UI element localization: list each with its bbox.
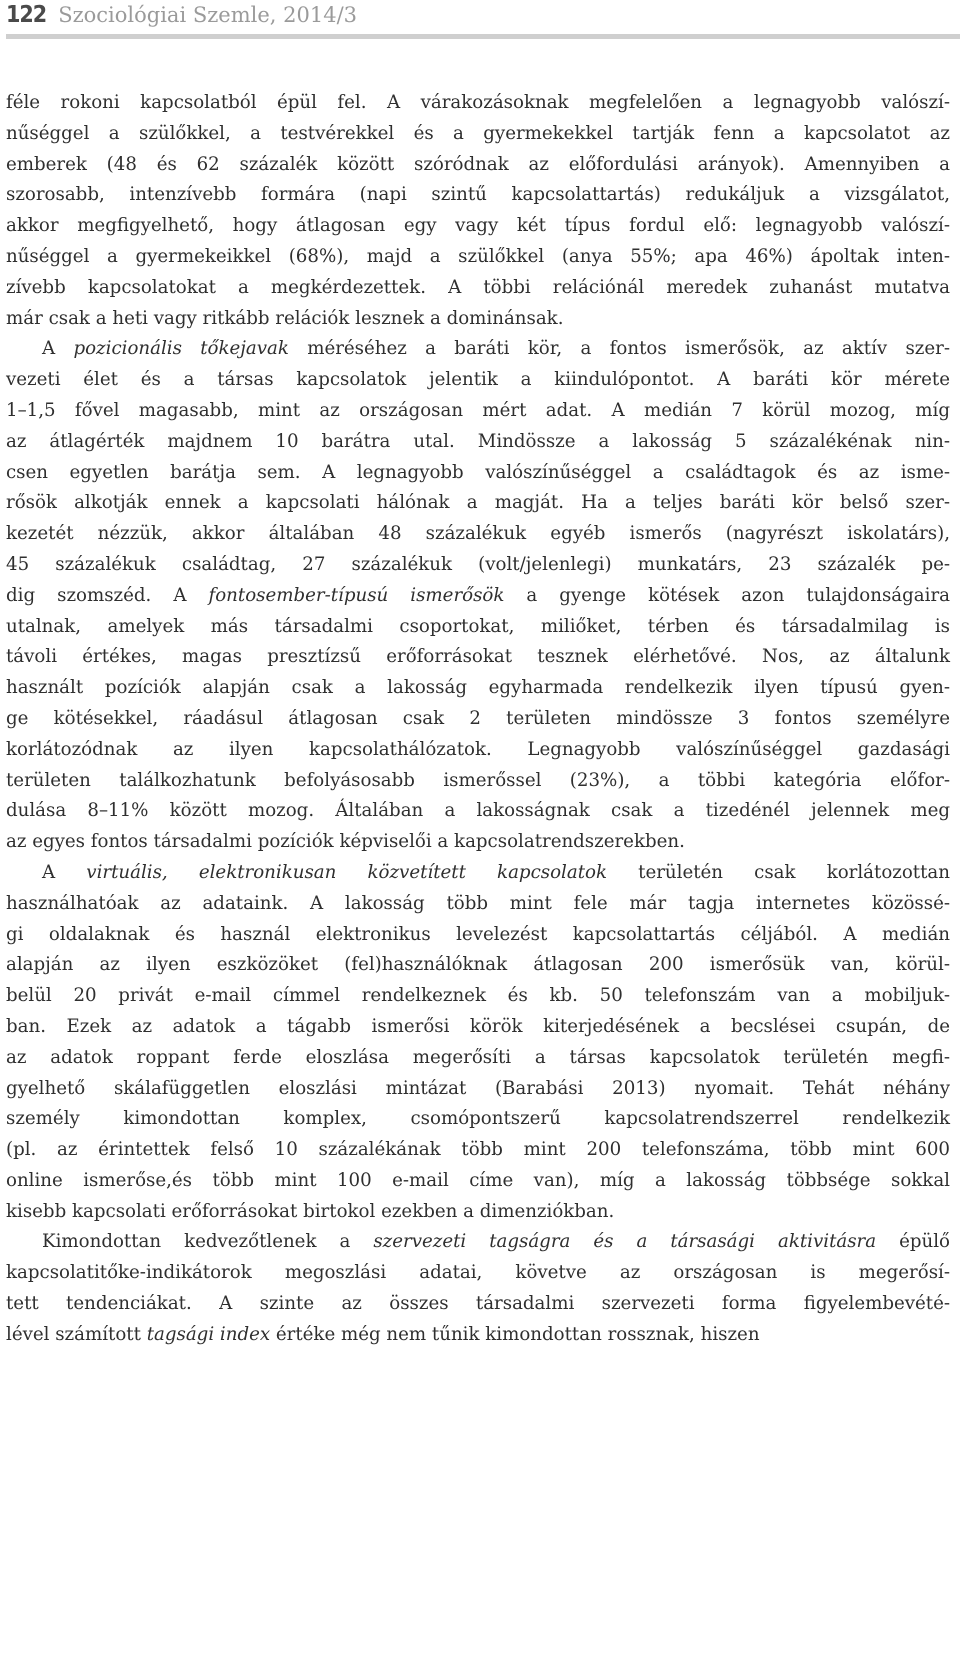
text-run: méréséhez a baráti kör, a fontos ismerősök, az aktív szer- xyxy=(288,338,950,360)
text-line: gyelhető skálafüggetlen eloszlási mintázat (Barabási 2013) nyomait. Tehát néhány xyxy=(6,1077,950,1099)
body-text xyxy=(6,88,950,1351)
text-line: ge kötésekkel, ráadásul átlagosan csak 2 területen mindössze 3 fontos személyre xyxy=(6,707,950,729)
text-line: vezeti élet és a társas kapcsolatok jelentik a kiindulópontot. A baráti kör mérete xyxy=(6,369,950,391)
text-line: korlátozódnak az ilyen kapcsolathálózatok. Legnagyobb valószínűséggel gazdasági xyxy=(6,738,950,760)
header-rule xyxy=(6,34,960,39)
text-run: A xyxy=(42,861,87,883)
text-line: nűséggel a gyermekeikkel (68%), majd a szülőkkel (anya 55%; apa 46%) ápoltak inten- xyxy=(6,245,950,267)
text-line: az egyes fontos társadalmi pozíciók képviselői a kapcsolatrendszerekben. xyxy=(6,831,685,853)
page-number: 122 xyxy=(6,2,47,28)
journal-title: Szociológiai Szemle, 2014/3 xyxy=(58,3,358,27)
text-run: dig szomszéd. A xyxy=(6,584,209,606)
text-run: értéke még nem tűnik kimondottan rossznak, hiszen xyxy=(270,1323,760,1345)
text-line: 45 százalékuk családtag, 27 százalékuk (volt/jelenlegi) munkatárs, 23 százalék pe- xyxy=(6,553,950,575)
text-line: akkor megfigyelhető, hogy átlagosan egy vagy két típus fordul elő: legnagyobb valószí- xyxy=(6,215,950,237)
paragraph xyxy=(6,858,950,1228)
text-run: területén csak korlátozottan xyxy=(606,861,950,883)
text-line: ban. Ezek az adatok a tágabb ismerősi körök kiterjedésének a becslései csupán, de xyxy=(6,1015,950,1037)
text-line: féle rokoni kapcsolatból épül fel. A várakozásoknak megfelelően a legnagyobb valószí- xyxy=(6,92,950,113)
text-line: belül 20 privát e-mail címmel rendelkeznek és kb. 50 telefonszám van a mobiljuk- xyxy=(6,985,950,1007)
text-line: online ismerőse,és több mint 100 e-mail címe van), míg a lakosság többsége sokkal xyxy=(6,1169,950,1191)
text-line: alapján az ilyen eszközöket (fel)használóknak átlagosan 200 ismerősük van, körül- xyxy=(6,954,950,976)
text-run: A xyxy=(42,338,74,360)
text-line: szorosabb, intenzívebb formára (napi szintű kapcsolattartás) redukáljuk a vizsgálatot, xyxy=(6,184,950,206)
text-line: az adatok roppant ferde eloszlása megerősíti a társas kapcsolatok területén megfi- xyxy=(6,1046,950,1068)
text-line xyxy=(6,858,950,889)
text-line: gi oldalaknak és használ elektronikus levelezést kapcsolattartás céljából. A medián xyxy=(6,923,950,945)
text-line: használt pozíciók alapján csak a lakosság egyharmada rendelkezik ilyen típusú gyen- xyxy=(6,677,950,699)
text-line xyxy=(6,334,950,365)
text-line: kapcsolatitőke-indikátorok megoszlási adatai, követve az országosan is megerősí- xyxy=(6,1262,950,1284)
running-head xyxy=(6,2,357,30)
paragraph xyxy=(6,1227,950,1350)
text-line: emberek (48 és 62 százalék között szóródnak az előfordulási arányok). Amennyiben a xyxy=(6,153,950,175)
text-line: már csak a heti vagy ritkább relációk lesznek a dominánsak. xyxy=(6,307,564,329)
text-line: csen egyetlen barátja sem. A legnagyobb valószínűséggel a családtagok és az isme- xyxy=(6,461,950,483)
text-run: Kimondottan kedvezőtlenek a xyxy=(42,1231,374,1253)
text-line: használhatóak az adataink. A lakosság több mint fele már tagja internetes közössé- xyxy=(6,892,950,914)
text-run: a gyenge kötések azon tulajdonságaira xyxy=(504,584,950,606)
emphasized-term: virtuális, elektronikusan közvetített kapcsolatok xyxy=(86,861,607,883)
emphasized-term: szervezeti tagságra és a társasági aktivitásra xyxy=(373,1231,877,1253)
text-line: az átlagérték majdnem 10 barátra utal. Mindössze a lakosság 5 százalékénak nin- xyxy=(6,430,950,452)
paragraph xyxy=(6,88,950,334)
text-line xyxy=(6,1320,950,1351)
text-line: személy kimondottan komplex, csomópontszerű kapcsolatrendszerrel rendelkezik xyxy=(6,1108,950,1130)
text-line: rősök alkotják ennek a kapcsolati hálónak a magját. Ha a teljes baráti kör belső szer- xyxy=(6,492,950,514)
text-line: nűséggel a szülőkkel, a testvérekkel és a gyermekekkel tartják fenn a kapcsolatot az xyxy=(6,122,950,144)
text-line xyxy=(6,1227,950,1258)
text-line: kezetét nézzük, akkor általában 48 százalékuk egyéb ismerős (nagyrészt iskolatárs), xyxy=(6,523,950,545)
text-line: kisebb kapcsolati erőforrásokat birtokol ezekben a dimenziókban. xyxy=(6,1200,615,1222)
text-line: (pl. az érintettek felső 10 százalékának több mint 200 telefonszáma, több mint 600 xyxy=(6,1139,950,1161)
text-line xyxy=(6,581,950,612)
text-line: távoli értékes, magas presztízsű erőforrásokat tesznek elérhetővé. Nos, az általunk xyxy=(6,646,950,668)
text-run: épülő xyxy=(876,1231,950,1253)
text-line: zívebb kapcsolatokat a megkérdezettek. A többi relációnál meredek zuhanást mutatva xyxy=(6,276,950,298)
emphasized-term: fontosember-típusú ismerősök xyxy=(208,584,505,606)
text-line: dulása 8–11% között mozog. Általában a lakosságnak csak a tizedénél jelennek meg xyxy=(6,800,950,822)
text-line: utalnak, amelyek más társadalmi csoportokat, miliőket, térben és társadalmilag is xyxy=(6,615,950,637)
text-run: lével számított xyxy=(6,1323,147,1345)
emphasized-term: tagsági index xyxy=(146,1323,271,1345)
text-line: területen találkozhatunk befolyásosabb ismerőssel (23%), a többi kategória előfor- xyxy=(6,769,950,791)
emphasized-term: pozicionális tőkejavak xyxy=(73,338,289,360)
text-line: 1–1,5 fővel magasabb, mint az országosan mért adat. A medián 7 körül mozog, míg xyxy=(6,399,950,421)
text-line: tett tendenciákat. A szinte az összes társadalmi szervezeti forma figyelembevété- xyxy=(6,1293,950,1315)
paragraph xyxy=(6,334,950,858)
